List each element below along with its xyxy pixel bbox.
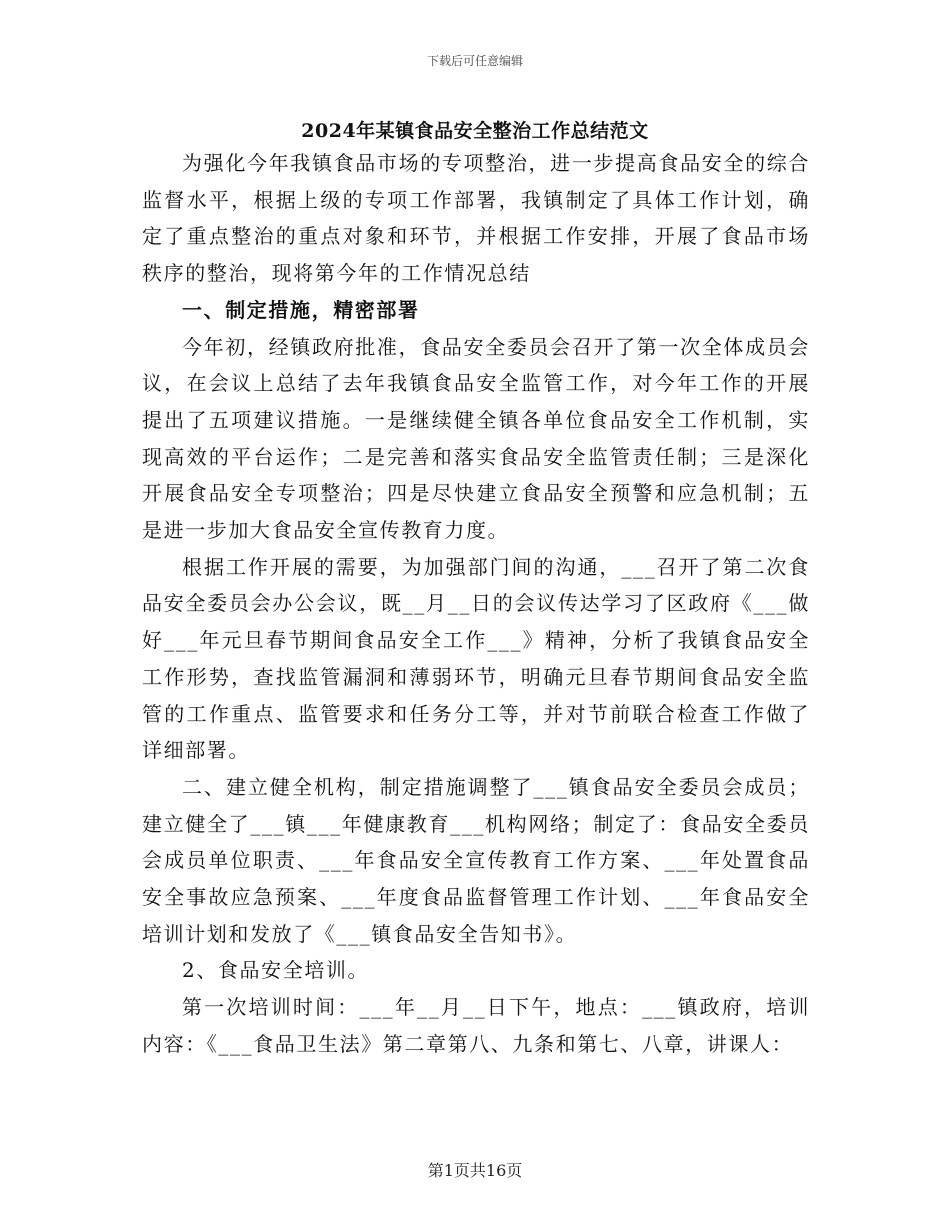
- paragraph-meeting-1: 今年初，经镇政府批准，食品安全委员会召开了第一次全体成员会议，在会议上总结了去年我镇食品安全监管工作，对今年工作的开展提出了五项建议措施。一是继续健全镇各单位食品安全工作机制，实现高效的平台运作；二是完善和落实食品安全监管责任制；三是深化开展食品安全专项整治；四是尽快建立食品安全预警和应急机制；五是进一步加大食品安全宣传教育力度。: [142, 334, 810, 543]
- section-heading-1: 一、制定措施，精密部署: [182, 297, 420, 322]
- subheading-training: 2、食品安全培训。: [182, 958, 370, 983]
- document-body: [142, 145, 810, 1063]
- paragraph-intro: 为强化今年我镇食品市场的专项整治，进一步提高食品安全的综合监督水平，根据上级的专项工作部署，我镇制定了具体工作计划，确定了重点整治的重点对象和环节，并根据工作安排，开展了食品市场秩序的整治，现将第今年的工作情况总结: [142, 151, 810, 286]
- paragraph-section-2: 二、建立健全机构，制定措施调整了___镇食品安全委员会成员；建立健全了___镇___年健康教育___机构网络；制定了：食品安全委员会成员单位职责、___年食品安全宣传教育工作方案、___年处置食品安全事故应急预案、___年度食品监督管理工作计划、___年食品安全培训计划和发放了《___镇食品安全告知书》。: [142, 774, 810, 946]
- document-title: 2024年某镇食品安全整治工作总结范文: [301, 120, 649, 142]
- page-footer-number: 第1页共16页: [427, 1161, 523, 1180]
- page-header-note: 下载后可任意编辑: [426, 54, 523, 68]
- paragraph-training-1: 第一次培训时间：___年__月__日下午，地点：___镇政府，培训内容：《___食品卫生法》第二章第八、九条和第七、八章，讲课人：: [142, 995, 810, 1056]
- paragraph-meeting-2: 根据工作开展的需要，为加强部门间的沟通，___召开了第二次食品安全委员会办公会议，既__月__日的会议传达学习了区政府《___做好___年元旦春节期间食品安全工作___》精神，分析了我镇食品安全工作形势，查找监管漏洞和薄弱环节，明确元旦春节期间食品安全监管的工作重点、监管要求和任务分工等，并对节前联合检查工作做了详细部署。: [142, 554, 810, 763]
